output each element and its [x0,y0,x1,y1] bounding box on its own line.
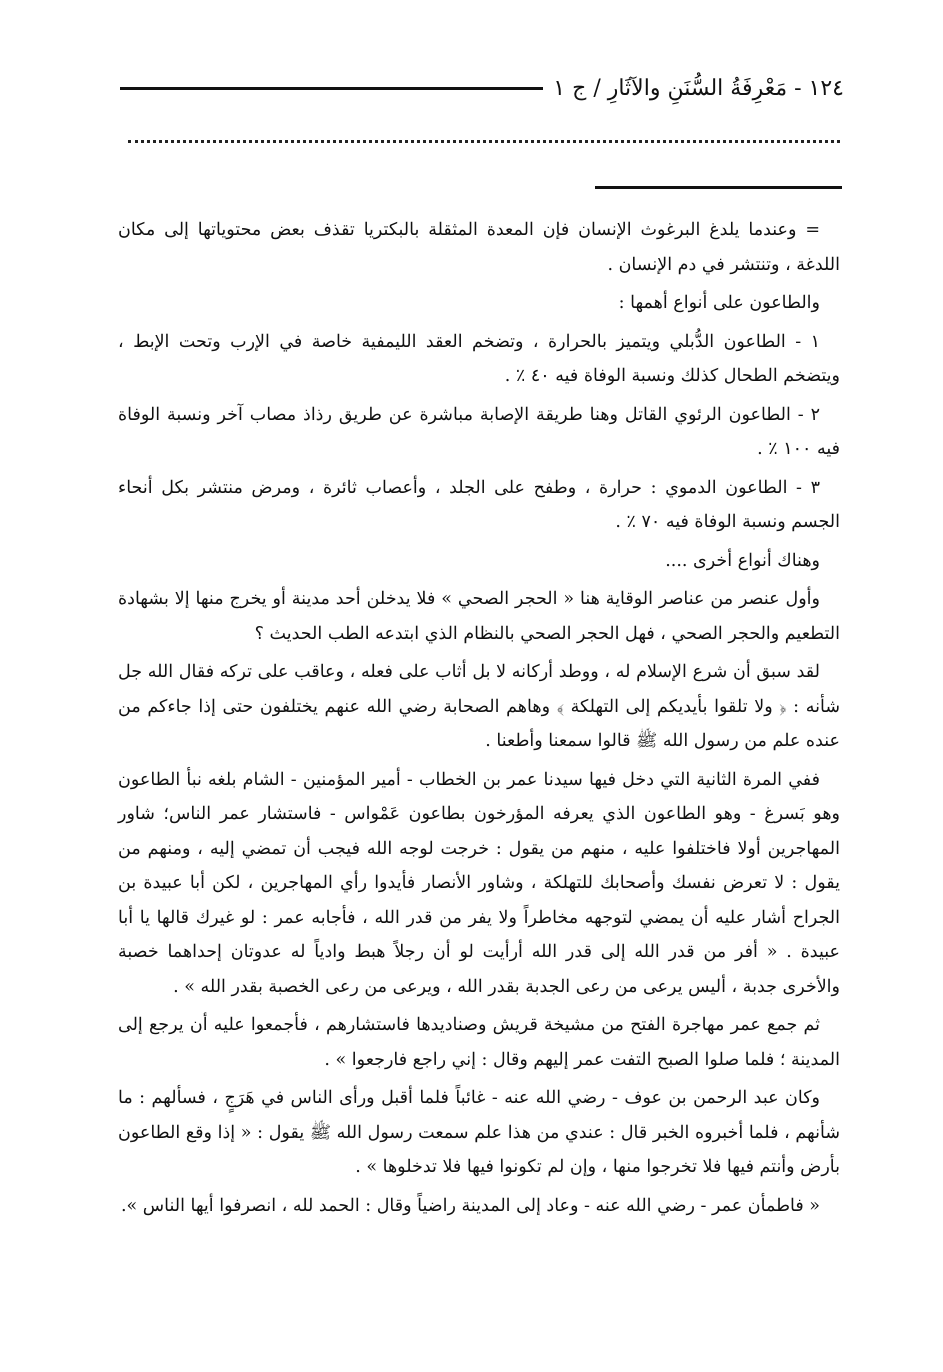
footnote-body [118,213,840,1227]
paragraph-12: « فاطمأن عمر - رضي الله عنه - وعاد إلى المدينة راضياً وقال : الحمد لله ، انصرفوا أيها الناس ». [120,1195,820,1216]
paragraph-7: وأول عنصر من عناصر الوقاية هنا « الحجر الصحي » فلا يدخلن أحد مدينة أو يخرج منها إلا بشهادة التطعيم والحجر الصحي ، فهل الحجر الصحي بالنظام الذي ابتدعه الطب الحديث ؟ [118,589,840,644]
paragraph-3: ١ - الطاعون الدُّبلي ويتميز بالحرارة ، وتضخم العقد الليمفية خاصة في الإرب وتحت الإبط ، ويتضخم الطحال كذلك ونسبة الوفاة فيه ٤٠ ٪ . [118,331,840,386]
paragraph-11: وكان عبد الرحمن بن عوف - رضي الله عنه - غائباً فلما أقبل ورأى الناس في هَرَجٍ ، فسألهم : ما شأنهم ، فلما أخبروه الخبر قال : عندي من هذا علم سمعت رسول الله ﷺ يقول : « إذا وقع الطاعون بأرض وأنتم فيها فلا تخرجوا منها ، وإن لم تكونوا فيها فلا تدخلوها » . [118,1088,840,1177]
paragraph-1: = وعندما يلدغ البرغوث الإنسان فإن المعدة المثقلة بالبكتريا تقذف بعض محتوياتها إلى مكان اللدغة ، وتنتشر في دم الإنسان . [118,220,840,275]
dotted-separator [128,140,840,143]
paragraph-2: والطاعون على أنواع أهمها : [618,293,820,313]
header-rule [120,87,543,90]
page-header [120,68,844,108]
running-header-title: ١٢٤ - مَعْرِفَةُ السُّنَنِ والآثَارِ / ج ١ [553,75,844,101]
paragraph-4: ٢ - الطاعون الرئوي القاتل وهنا طريقة الإصابة مباشرة عن طريق رذاذ مصاب آخر ونسبة الوفاة فيه ١٠٠ ٪ . [118,404,840,459]
paragraph-5: ٣ - الطاعون الدموي : حرارة ، وطفح على الجلد ، وأعصاب ثائرة ، ومرض منتشر بكل أنحاء الجسم ونسبة الوفاة فيه ٧٠ ٪ . [118,477,840,532]
footnote-rule [595,186,842,189]
paragraph-9: ففي المرة الثانية التي دخل فيها سيدنا عمر بن الخطاب - أمير المؤمنين - الشام بلغه نبأ الطاعون وهو بَسرغ - وهو الطاعون الذي يعرفه المؤرخون بطاعون عَمْواس - فاستشار عمر الناس؛ شاور المهاجرين أولا فاختلفوا عليه ، منهم من يقول : خرجت لوجه الله فيجب أن تمضي إليه ، ومنهم من يقول : لا تعرض نفسك وأصحابك للتهلكة ، وشاور الأنصار فأيدوا رأي المهاجرين ، لكن أبا عبيدة بن الجراح أشار عليه أن يمضي لتوجهه مخاطراً ولا يفر من قدر الله ، فأجابه عمر : لو غيرك قالها يا أبا عبيدة . « أفر من قدر الله إلى قدر الله أرأيت لو أن رجلاً هبط وادياً له عدوتان إحداهما خصبة والأخرى جدبة ، أليس يرعى من رعى الجدبة بقدر الله ، ويرعى من رعى الخصبة بقدر الله » . [118,769,840,997]
paragraph-6: وهناك أنواع أخرى .... [665,550,820,571]
paragraph-8: لقد سبق أن شرع الإسلام له ، ووطد أركانه لا بل أثاب على فعله ، وعاقب على تركه فقال الله جل شأنه : ﴿ ولا تلقوا بأيديكم إلى التهلكة ﴾ وهاهم الصحابة رضي الله عنهم يختلفون حتى إذا جاءكم من عنده علم من رسول الله ﷺ قالوا سمعنا وأطعنا . [118,662,840,751]
paragraph-10: ثم جمع عمر مهاجرة الفتح من مشيخة قريش وصناديدها فاستشارهم ، فأجمعوا عليه أن يرجع إلى المدينة ؛ فلما صلوا الصبح التفت عمر إليهم وقال : إني راجع فارجعوا » . [118,1015,840,1070]
